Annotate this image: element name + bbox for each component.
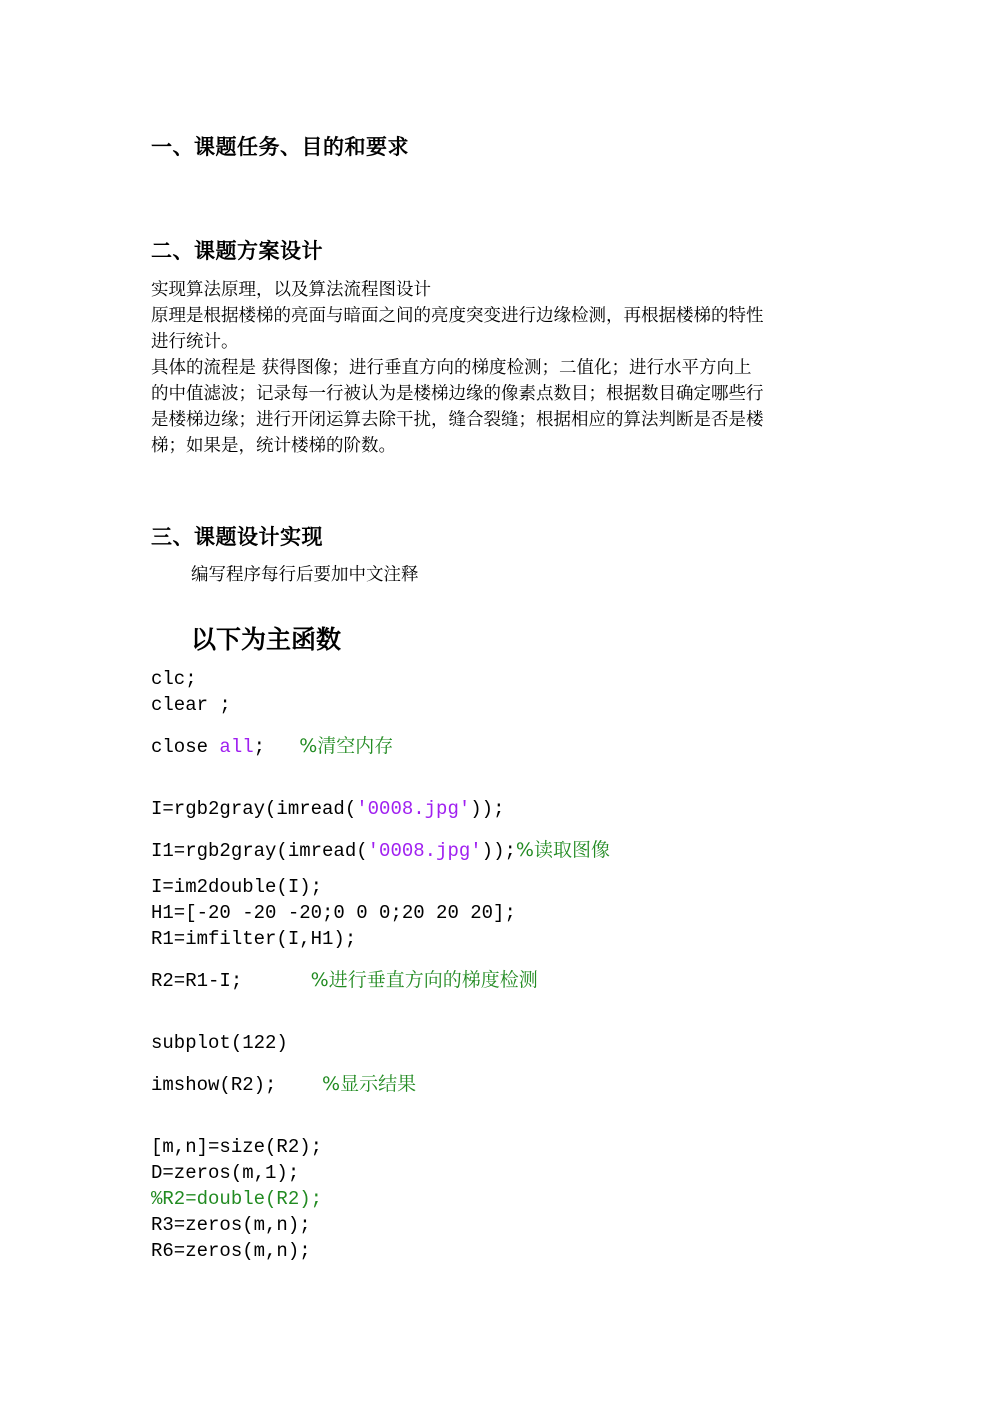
code-comment: %显示结果 bbox=[322, 1073, 417, 1095]
code-string: '0008.jpg' bbox=[356, 798, 471, 820]
code-text: I1=rgb2gray(imread( bbox=[151, 840, 368, 862]
code-line: H1=[-20 -20 -20;0 0 0;20 20 20]; bbox=[151, 902, 516, 924]
code-line: subplot(122) bbox=[151, 1032, 288, 1054]
code-comment: %进行垂直方向的梯度检测 bbox=[310, 969, 538, 991]
code-line: R6=zeros(m,n); bbox=[151, 1240, 311, 1262]
code-line-commented: %R2=double(R2); bbox=[151, 1188, 323, 1210]
code-line: R1=imfilter(I,H1); bbox=[151, 928, 357, 950]
code-text: close bbox=[151, 736, 220, 758]
section-heading-2: 二、课题方案设计 bbox=[151, 239, 323, 263]
code-line: clear ; bbox=[151, 694, 231, 716]
code-text: I=rgb2gray(imread( bbox=[151, 798, 357, 820]
body-line: 原理是根据楼梯的亮面与暗面之间的亮度突变进行边缘检测，再根据楼梯的特性 bbox=[151, 306, 764, 326]
code-comment: %读取图像 bbox=[515, 839, 610, 861]
section-2-body bbox=[151, 277, 847, 459]
body-line: 实现算法原理，以及算法流程图设计 bbox=[151, 280, 431, 300]
code-line: R3=zeros(m,n); bbox=[151, 1214, 311, 1236]
code-text: )); bbox=[481, 840, 516, 862]
main-function-heading: 以下为主函数 bbox=[191, 625, 342, 654]
body-line: 的中值滤波；记录每一行被认为是楼梯边缘的像素点数目；根据数目确定哪些行 bbox=[151, 384, 764, 404]
code-line bbox=[151, 733, 393, 760]
section-heading-3: 三、课题设计实现 bbox=[151, 525, 323, 549]
code-line bbox=[151, 967, 538, 994]
body-line: 进行统计。 bbox=[151, 332, 239, 352]
code-line bbox=[151, 796, 504, 822]
code-line bbox=[151, 837, 610, 864]
code-keyword: all bbox=[219, 736, 254, 758]
code-line: I=im2double(I); bbox=[151, 876, 323, 898]
code-string: '0008.jpg' bbox=[367, 840, 482, 862]
section-3-note: 编写程序每行后要加中文注释 bbox=[191, 565, 419, 585]
code-line: D=zeros(m,1); bbox=[151, 1162, 300, 1184]
code-line bbox=[151, 1071, 416, 1098]
code-text: ; bbox=[253, 736, 300, 758]
code-line: clc; bbox=[151, 668, 197, 690]
body-line: 梯；如果是，统计楼梯的阶数。 bbox=[151, 436, 396, 456]
code-text: )); bbox=[470, 798, 505, 820]
section-heading-1: 一、课题任务、目的和要求 bbox=[151, 135, 409, 159]
body-line: 具体的流程是 获得图像；进行垂直方向的梯度检测；二值化；进行水平方向上 bbox=[151, 358, 752, 378]
code-line: [m,n]=size(R2); bbox=[151, 1136, 323, 1158]
code-text: imshow(R2); bbox=[151, 1074, 323, 1096]
body-line: 是楼梯边缘；进行开闭运算去除干扰，缝合裂缝；根据相应的算法判断是否是楼 bbox=[151, 410, 764, 430]
code-comment: %清空内存 bbox=[299, 735, 394, 757]
code-text: R2=R1-I; bbox=[151, 970, 311, 992]
